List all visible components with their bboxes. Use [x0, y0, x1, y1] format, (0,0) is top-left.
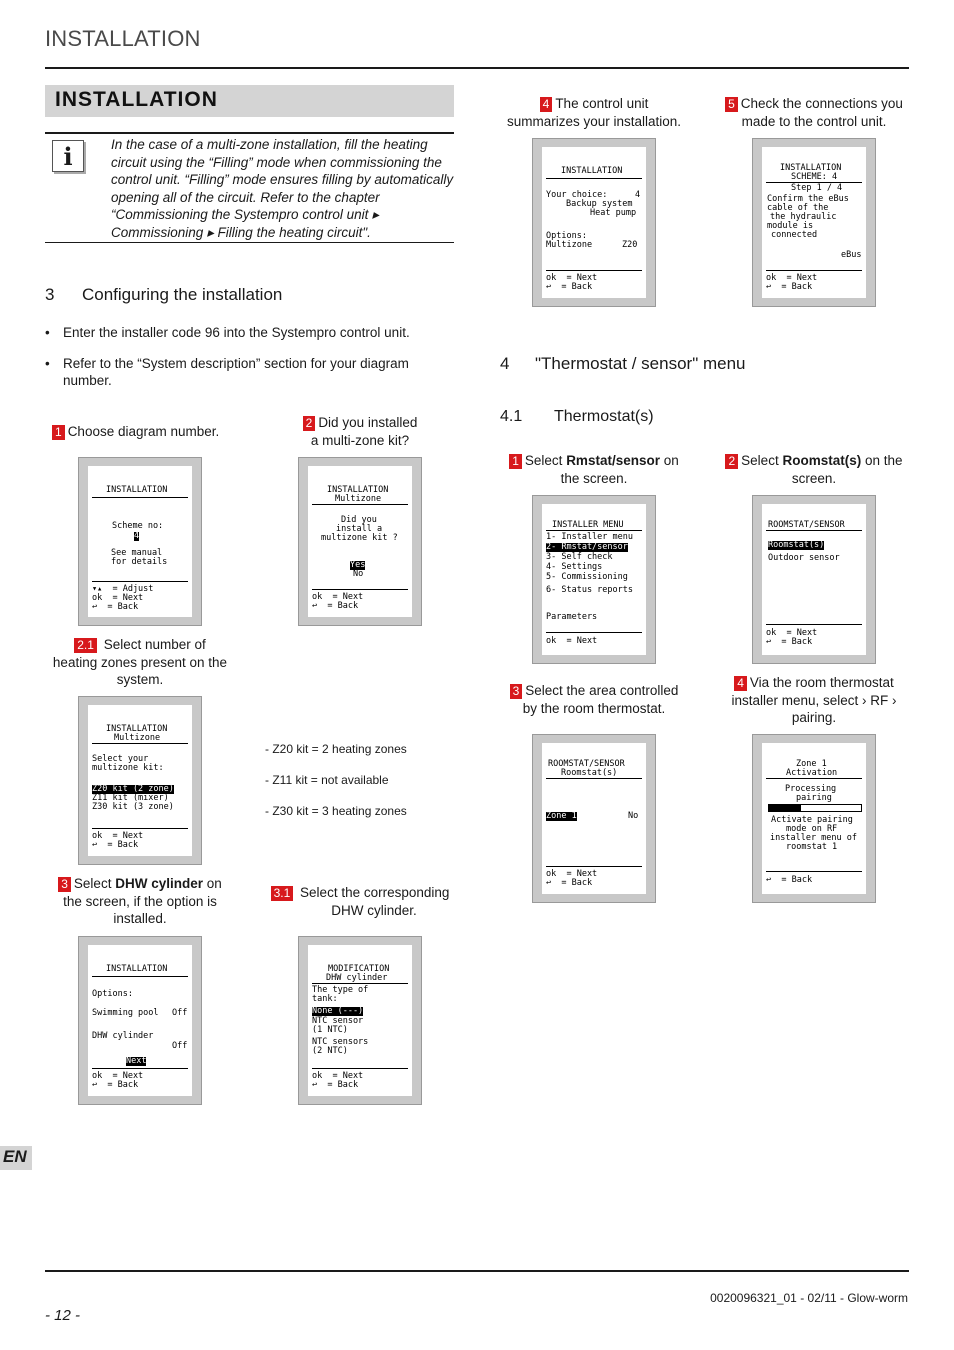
screen-option-selected: Yes	[350, 560, 366, 570]
language-code: EN	[3, 1147, 27, 1166]
heading-text: "Thermostat / sensor" menu	[535, 354, 746, 373]
step-text: Select the corresponding	[300, 885, 450, 900]
step-text: heating zones present on the	[52, 654, 228, 670]
screen-footer: ↩ = Back	[92, 602, 139, 612]
step-text-bold: DHW cylinder	[115, 876, 203, 891]
screen-value: 4	[134, 531, 140, 541]
step-text: The control unit	[555, 96, 649, 111]
step-text: by the room thermostat.	[522, 700, 666, 716]
footer-divider	[45, 1270, 909, 1272]
step-text: Select number of	[103, 637, 206, 652]
screen-option: Z30 kit (3 zone)	[92, 802, 174, 812]
bullet-item: Enter the installer code 96 into the Systempro control unit.	[63, 325, 410, 340]
screen-footer: ↩ = Back	[312, 601, 359, 611]
screen-line: Heat pump	[590, 208, 637, 218]
step-badge: 2	[725, 454, 738, 469]
screen-value: Off	[172, 1008, 188, 1018]
screen-rule	[766, 871, 862, 872]
screen-line: Confirm the eBus	[767, 194, 849, 204]
heading-thermostat-menu	[500, 354, 900, 376]
screen-rule	[546, 530, 642, 531]
screen-option-selected: Next	[126, 1056, 147, 1066]
screen-title: INSTALLATION	[106, 964, 168, 974]
screen-line: Multizone	[546, 240, 593, 250]
screen-footer: ok = Next	[546, 869, 598, 879]
header-divider	[45, 67, 909, 69]
screen-line: DHW cylinder	[92, 1031, 154, 1041]
step-caption	[45, 423, 235, 441]
step-text: Via the room thermostat	[749, 675, 894, 690]
step-caption	[260, 884, 460, 919]
screen-footer: ↩ = Back	[312, 1080, 359, 1090]
step-text: on	[659, 453, 679, 468]
screen-title: Zone 1	[796, 759, 827, 769]
bullet-marker: •	[45, 325, 50, 340]
step-badge: 1	[52, 425, 65, 440]
step-text: Select the area controlled	[525, 683, 679, 698]
screen-title: INSTALLATION	[106, 485, 168, 495]
screen-line: roomstat 1	[786, 842, 838, 852]
screen-menu-item: 6- Status reports	[546, 585, 633, 595]
screen-line: cable of the	[767, 203, 829, 213]
screen-rule	[312, 504, 408, 505]
step-text: summarizes your installation.	[506, 113, 682, 129]
step-text: on	[202, 876, 222, 891]
step-badge: 2.1	[74, 638, 97, 653]
screen-value: eBus	[841, 250, 862, 260]
kit-note: - Z30 kit = 3 heating zones	[265, 804, 407, 818]
step-text: on the	[861, 453, 903, 468]
heading-thermostats	[500, 408, 800, 428]
screen-footer: ok = Next	[92, 593, 144, 603]
screen-line: Scheme no:	[112, 521, 164, 531]
screen-menu-item: 5- Commissioning	[546, 572, 628, 582]
heading-number: 4	[500, 354, 510, 373]
screen-option: NTC sensor	[312, 1016, 364, 1026]
screen-rule	[546, 178, 642, 179]
screen-footer: ▾▴ = Adjust	[92, 584, 154, 594]
screen-footer: ↩ = Back	[766, 875, 813, 885]
screen-rule	[766, 624, 862, 625]
screen-title: ROOMSTAT/SENSOR	[548, 759, 625, 769]
screen-title: INSTALLATION	[561, 166, 623, 176]
screen-option: (1 NTC)	[312, 1025, 348, 1035]
lcd-screen-options	[78, 936, 202, 1105]
screen-rule	[312, 1068, 408, 1069]
screen-value: Off	[172, 1041, 188, 1051]
step-text: DHW cylinder.	[331, 902, 417, 918]
screen-footer: ↩ = Back	[546, 878, 593, 888]
step-text: Select	[741, 453, 783, 468]
page-header-title: INSTALLATION	[45, 26, 201, 51]
screen-footer: ok = Next	[546, 636, 598, 646]
screen-rule	[766, 270, 862, 271]
step-text: Select	[524, 453, 567, 468]
screen-rule	[312, 983, 408, 984]
info-icon: i	[52, 140, 84, 172]
screen-rule	[766, 530, 862, 531]
step-badge: 4	[540, 97, 553, 112]
screen-title: INSTALLATION	[780, 163, 842, 173]
screen-line: Swimming pool	[92, 1008, 159, 1018]
page-number: - 12 -	[45, 1307, 81, 1324]
screen-title: INSTALLATION	[106, 724, 168, 734]
screen-rule	[546, 270, 642, 271]
screen-line: See manual	[111, 548, 163, 558]
screen-footer: ok = Next	[546, 273, 598, 283]
screen-option: No	[353, 569, 364, 579]
screen-value: No	[628, 811, 639, 821]
screen-line: Processing	[785, 784, 837, 794]
lcd-screen-select-kit	[78, 696, 202, 865]
bullet-marker: •	[45, 356, 50, 371]
kit-note: - Z20 kit = 2 heating zones	[265, 742, 407, 756]
screen-footer: ↩ = Back	[92, 1080, 139, 1090]
screen-rule	[92, 1068, 188, 1069]
screen-option: NTC sensors	[312, 1037, 369, 1047]
screen-footer: ↩ = Back	[766, 637, 813, 647]
screen-line: Options:	[546, 231, 587, 241]
screen-footer: ok = Next	[92, 1071, 144, 1081]
step-caption	[45, 875, 235, 928]
lcd-screen-roomstat-sensor	[752, 495, 876, 664]
step-badge: 3	[510, 684, 523, 699]
screen-title: INSTALLER MENU	[552, 520, 624, 530]
step-caption	[718, 674, 910, 727]
section-title: INSTALLATION	[55, 88, 218, 111]
screen-option-selected: None (---)	[312, 1006, 364, 1016]
step-caption	[498, 95, 690, 130]
screen-line: tank:	[312, 994, 338, 1004]
screen-line: Did you	[341, 515, 377, 525]
screen-value: 4	[635, 190, 641, 200]
heading-configuring	[45, 285, 445, 307]
screen-line: install a	[336, 524, 383, 534]
step-text: Check the connections you	[740, 96, 903, 111]
screen-rule	[546, 632, 642, 633]
screen-line: connected	[771, 230, 818, 240]
screen-title: Multizone	[114, 733, 161, 743]
screen-option-selected: Zone 1	[546, 811, 577, 821]
step-text-bold: Rmstat/sensor	[566, 453, 660, 468]
screen-option-selected: Roomstat(s)	[768, 540, 825, 550]
lcd-screen-check-connections	[752, 138, 876, 307]
lcd-screen-dhw-cylinder	[298, 936, 422, 1105]
heading-number: 4.1	[500, 408, 523, 425]
screen-line: Step 1 / 4	[791, 183, 843, 193]
screen-option: Outdoor sensor	[768, 553, 840, 563]
screen-line: Activate pairing	[771, 815, 853, 825]
screen-title: Activation	[786, 768, 838, 778]
lcd-screen-pairing	[752, 734, 876, 903]
pairing-progress-fill	[769, 805, 801, 811]
step-text: installer menu, select › RF ›	[731, 692, 897, 708]
screen-footer: ↩ = Back	[92, 840, 139, 850]
heading-text: Configuring the installation	[82, 285, 283, 304]
screen-title: Multizone	[335, 494, 382, 504]
screen-menu-item: 4- Settings	[546, 562, 603, 572]
step-caption	[285, 414, 435, 449]
screen-line: Options:	[92, 989, 133, 999]
screen-option-selected: Z20 kit (2 zone)	[92, 784, 174, 794]
step-text: made to the control unit.	[741, 113, 887, 129]
step-text: pairing.	[791, 710, 837, 725]
kit-note: - Z11 kit = not available	[265, 773, 389, 787]
screen-footer: ok = Next	[766, 273, 818, 283]
step-text: screen.	[791, 470, 837, 486]
screen-footer: ok = Next	[312, 1071, 364, 1081]
screen-line: The type of	[312, 985, 369, 995]
screen-rule	[312, 589, 408, 590]
screen-value: Z20	[622, 240, 638, 250]
screen-line: installer menu of	[770, 833, 857, 843]
screen-title: DHW cylinder	[326, 973, 388, 983]
screen-line: Your choice:	[546, 190, 608, 200]
step-caption	[718, 95, 910, 130]
pairing-progress-bar	[768, 804, 862, 812]
lcd-screen-installer-menu	[532, 495, 656, 664]
screen-rule	[92, 581, 188, 582]
screen-option: Z11 kit (mixer)	[92, 793, 169, 803]
step-text: system.	[116, 672, 164, 687]
heading-number: 3	[45, 285, 55, 304]
screen-menu-item: Parameters	[546, 612, 598, 622]
step-text: Choose diagram number.	[67, 424, 220, 439]
screen-footer: ↩ = Back	[766, 282, 813, 292]
step-badge: 3	[58, 877, 71, 892]
screen-rule	[92, 743, 188, 744]
note-top-rule	[45, 132, 454, 134]
section-title-bar	[45, 85, 454, 117]
step-text: Select	[73, 876, 116, 891]
screen-title: SCHEME: 4	[791, 172, 838, 182]
step-text-bold: Roomstat(s)	[782, 453, 862, 468]
screen-rule	[92, 828, 188, 829]
step-text: installed.	[113, 911, 167, 926]
step-badge: 3.1	[271, 886, 294, 901]
screen-line: pairing	[796, 793, 832, 803]
screen-menu-item: 1- Installer menu	[546, 532, 633, 542]
step-badge: 1	[509, 454, 522, 469]
step-caption	[498, 452, 690, 487]
step-caption	[718, 452, 910, 487]
note-bottom-rule	[45, 242, 454, 243]
screen-menu-item: 3- Self check	[546, 552, 613, 562]
screen-title: INSTALLATION	[327, 485, 389, 495]
document-reference: 0020096321_01 - 02/11 - Glow-worm	[710, 1291, 908, 1305]
step-text: the screen, if the option is	[63, 893, 217, 909]
screen-title: MODIFICATION	[328, 964, 390, 974]
screen-line: Backup system	[566, 199, 633, 209]
lcd-screen-summary	[532, 138, 656, 307]
step-caption	[498, 682, 690, 717]
step-text: the screen.	[560, 470, 628, 486]
screen-line: Select your	[92, 754, 149, 764]
screen-line: mode on RF	[786, 824, 838, 834]
lcd-screen-multizone-kit	[298, 457, 422, 626]
screen-rule	[546, 866, 642, 867]
screen-rule	[92, 976, 188, 977]
screen-rule	[546, 778, 642, 779]
screen-line: the hydraulic	[770, 212, 837, 222]
lcd-screen-select-zone	[532, 734, 656, 903]
screen-footer: ok = Next	[312, 592, 364, 602]
heading-text: Thermostat(s)	[554, 408, 654, 425]
language-tab	[0, 1146, 32, 1170]
screen-title: Roomstat(s)	[561, 768, 618, 778]
bullet-item: Refer to the “System description” section for your diagram number.	[63, 356, 409, 388]
screen-rule	[766, 778, 862, 779]
screen-line: multizone kit ?	[321, 533, 398, 543]
step-text: Did you installed	[318, 415, 418, 430]
screen-line: module is	[767, 221, 814, 231]
screen-rule	[92, 497, 188, 498]
screen-option: (2 NTC)	[312, 1046, 348, 1056]
screen-line: multizone kit:	[92, 763, 164, 773]
screen-footer: ↩ = Back	[546, 282, 593, 292]
step-badge: 4	[734, 676, 747, 691]
step-text: a multi-zone kit?	[310, 432, 410, 448]
screen-footer: ok = Next	[92, 831, 144, 841]
note-text: In the case of a multi-zone installation, fill the heating circuit using the “Filling” mode when commissioning the control unit. “Filling” mode ensures filling by automatically opening all of the circuit. Refer to the chapter “Commissioning the Systempro control unit ▸ Commissioning ▸ Filling the heating circuit".	[111, 137, 454, 240]
step-badge: 5	[725, 97, 738, 112]
step-badge: 2	[303, 416, 316, 431]
screen-title: ROOMSTAT/SENSOR	[768, 520, 845, 530]
screen-menu-item-selected: 2- Rmstat/sensor	[546, 542, 628, 552]
screen-line: for details	[111, 557, 168, 567]
step-caption	[45, 636, 235, 689]
screen-footer: ok = Next	[766, 628, 818, 638]
lcd-screen-scheme	[78, 457, 202, 626]
